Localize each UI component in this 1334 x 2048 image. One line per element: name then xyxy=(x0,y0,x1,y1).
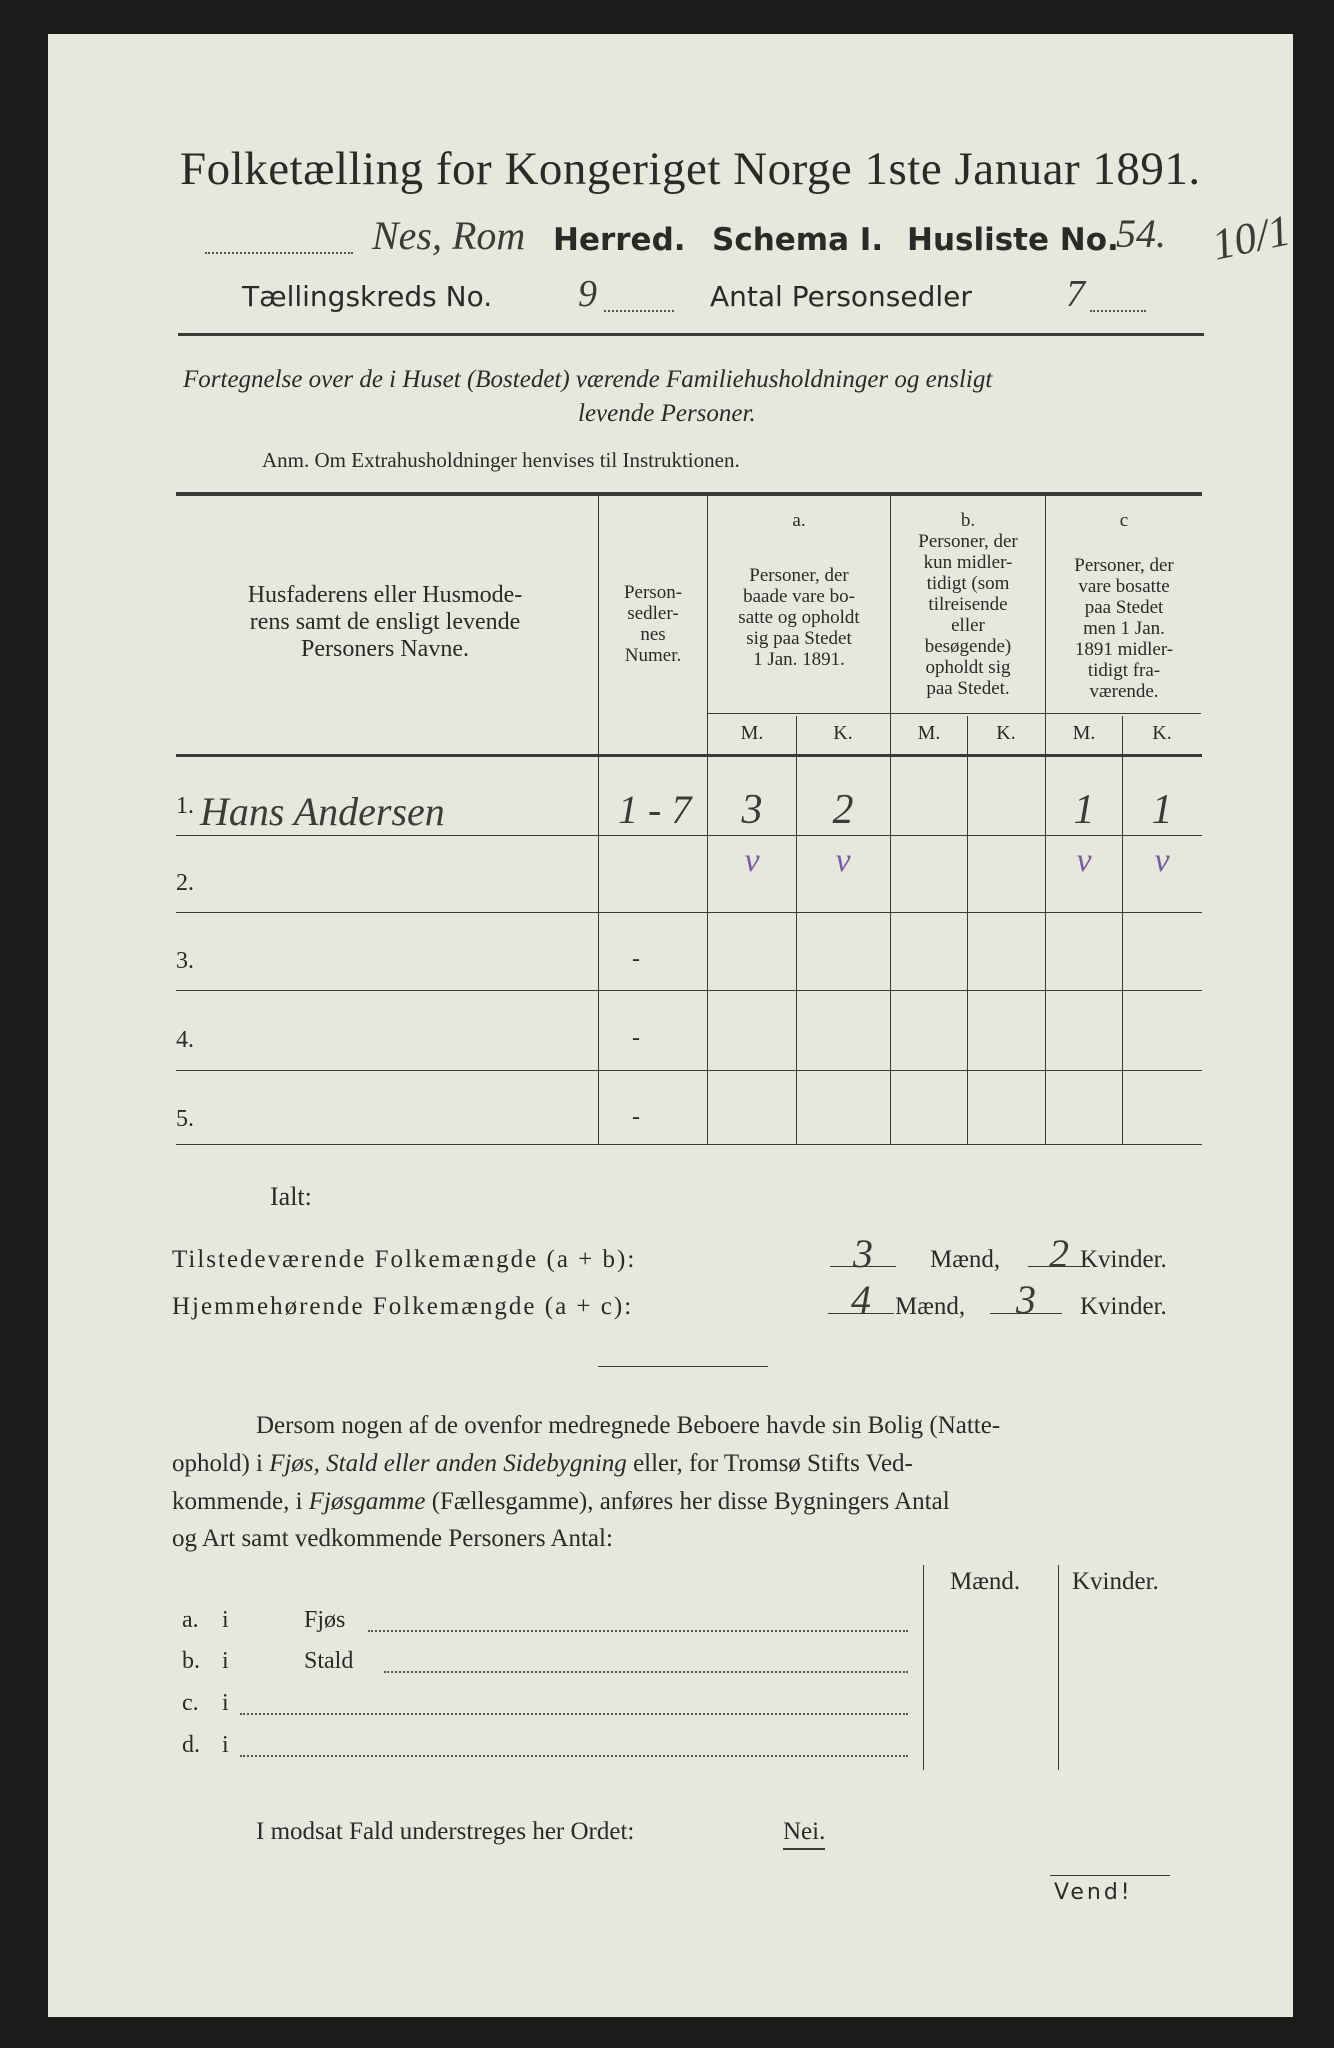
sedler-value: 7 xyxy=(1066,273,1085,315)
kreds-label: Tællingskreds No. xyxy=(242,280,493,313)
note-line-3-a: kommende, i xyxy=(172,1488,309,1515)
vend-rule xyxy=(1050,1875,1170,1876)
row-1-c-m: 1 xyxy=(1073,787,1095,833)
ialt-label: Ialt: xyxy=(270,1182,312,1211)
row-4-number: - xyxy=(632,1025,640,1051)
buildings-col-sep-2 xyxy=(1058,1565,1059,1770)
note-line-4: og Art samt vedkommende Personers Antal: xyxy=(172,1525,613,1552)
buildings-row-i: i xyxy=(222,1607,229,1633)
header-name-col: Husfaderens eller Husmode- rens samt de ensligt levende Personers Navne. xyxy=(247,582,523,662)
header-c-k: K. xyxy=(1152,722,1172,744)
buildings-row-dots xyxy=(384,1671,908,1673)
form-title: Folketælling for Kongeriget Norge 1ste Januar 1891. xyxy=(180,143,1201,195)
row-line-5 xyxy=(176,1144,1202,1145)
header-col-a: a. Personer, der baade vare bo- satte og opholdt sig paa Stedet 1 Jan. 1891. xyxy=(738,510,860,670)
section-divider xyxy=(598,1366,768,1367)
buildings-col-sep-1 xyxy=(923,1565,924,1770)
col-sep-name xyxy=(598,494,599,1144)
row-number: 3. xyxy=(176,948,194,974)
row-number: 2. xyxy=(176,870,194,896)
totals-line-2-men: 4 xyxy=(851,1277,871,1322)
header-a-m: M. xyxy=(740,722,764,744)
header-num-col: Person- sedler- nes Numer. xyxy=(623,582,683,666)
col-sep-b xyxy=(1045,494,1046,1144)
buildings-row-i: i xyxy=(222,1732,229,1758)
col-sep-bm xyxy=(967,716,968,1144)
col-sep-num xyxy=(707,494,708,1144)
header-b-k: K. xyxy=(996,722,1016,744)
intro-line-1: Fortegnelse over de i Huset (Bostedet) værende Familiehusholdninger og ensligt xyxy=(183,366,993,393)
header-b-m: M. xyxy=(917,722,941,744)
buildings-row-letter: d. xyxy=(182,1732,200,1758)
buildings-row-dots xyxy=(240,1755,908,1757)
buildings-maend-header: Mænd. xyxy=(950,1568,1021,1595)
row-3-number: - xyxy=(632,946,640,972)
row-5-number: - xyxy=(632,1104,640,1130)
note-line-3-c: (Fællesgamme), anføres her disse Bygningers Antal xyxy=(425,1488,950,1515)
check-mark-a-k: v xyxy=(835,842,851,879)
row-number: 1. xyxy=(176,793,194,819)
totals-line-2-label: Hjemmehørende Folkemængde (a + c): xyxy=(172,1293,634,1320)
buildings-row-i: i xyxy=(222,1690,229,1716)
totals-maend-label: Mænd, xyxy=(895,1293,966,1320)
buildings-row-i: i xyxy=(222,1648,229,1674)
row-number: 5. xyxy=(176,1106,194,1132)
kreds-value: 9 xyxy=(578,273,597,315)
husliste-value: 54. xyxy=(1116,211,1166,256)
row-1-number: 1 - 7 xyxy=(618,787,692,832)
col-sep-am xyxy=(796,716,797,1144)
note-line-2-c: eller, for Tromsø Stifts Ved- xyxy=(626,1450,913,1477)
header-col-b: b. Personer, der kun midler- tidigt (som tilreisende eller besøgende) opholdt sig paa Stedet. xyxy=(918,510,1018,699)
footer-text: I modsat Fald understreges her Ordet: xyxy=(256,1818,635,1845)
row-1-a-k: 2 xyxy=(832,787,854,833)
vend-label: Vend! xyxy=(1054,1880,1133,1905)
row-line-2 xyxy=(176,912,1202,913)
row-number: 4. xyxy=(176,1027,194,1053)
census-form-page xyxy=(48,34,1293,2017)
sedler-dots xyxy=(1090,310,1146,312)
row-1-a-m: 3 xyxy=(741,787,763,833)
buildings-row-letter: b. xyxy=(182,1648,200,1674)
totals-line-1-women: 2 xyxy=(1049,1231,1069,1276)
buildings-row-label: Stald xyxy=(304,1648,354,1674)
note-line-3-b: Fjøsgamme xyxy=(308,1488,426,1515)
header-rule xyxy=(178,333,1204,336)
herred-value: Nes, Rom xyxy=(372,213,526,258)
totals-maend-label: Mænd, xyxy=(930,1246,1001,1273)
sedler-label: Antal Personsedler xyxy=(710,280,972,313)
totals-kvinder-label: Kvinder. xyxy=(1080,1246,1167,1273)
footer-word-nei: Nei. xyxy=(783,1818,825,1850)
note-line-2 xyxy=(172,1450,913,1478)
buildings-row-letter: a. xyxy=(182,1607,199,1633)
row-line-4 xyxy=(176,1070,1202,1071)
note-line-3 xyxy=(172,1488,950,1516)
header-a-k: K. xyxy=(833,722,853,744)
buildings-kvinder-header: Kvinder. xyxy=(1072,1568,1159,1595)
row-1-name: Hans Andersen xyxy=(200,789,445,834)
mk-subrule xyxy=(707,713,1201,714)
totals-kvinder-label: Kvinder. xyxy=(1080,1293,1167,1320)
header-c-m: M. xyxy=(1072,722,1096,744)
check-mark-c-k: v xyxy=(1154,842,1170,879)
row-1-c-k: 1 xyxy=(1151,787,1173,833)
margin-note: 10/1 xyxy=(1207,205,1295,270)
buildings-row-dots xyxy=(240,1713,908,1715)
buildings-row-dots xyxy=(368,1630,908,1632)
totals-line-1-men: 3 xyxy=(853,1231,873,1276)
buildings-row-letter: c. xyxy=(182,1690,199,1716)
buildings-row-label: Fjøs xyxy=(304,1607,346,1633)
intro-line-2: levende Personer. xyxy=(578,400,756,427)
note-line-1: Dersom nogen af de ovenfor medregnede Beboere havde sin Bolig (Natte- xyxy=(256,1412,1001,1439)
anm-note: Anm. Om Extrahusholdninger henvises til Instruktionen. xyxy=(262,448,740,472)
header-col-c: c Personer, der vare bosatte paa Stedet men 1 Jan. 1891 midler- tidigt fra- værende. xyxy=(1074,510,1174,702)
note-line-2-a: ophold) i xyxy=(172,1450,270,1477)
totals-line-2-women: 3 xyxy=(1016,1277,1036,1322)
kreds-dots xyxy=(604,310,674,312)
husliste-label: Husliste No. xyxy=(907,222,1119,258)
check-mark-a-m: v xyxy=(744,842,760,879)
note-line-2-b: Fjøs, Stald eller anden Sidebygning xyxy=(269,1450,627,1477)
col-sep-a xyxy=(890,494,891,1144)
check-mark-c-m: v xyxy=(1076,842,1092,879)
schema-label: Schema I. xyxy=(712,222,884,258)
herred-dots xyxy=(205,252,353,254)
table-header-rule xyxy=(176,754,1202,757)
totals-line-1-label: Tilstedeværende Folkemængde (a + b): xyxy=(172,1246,637,1273)
col-sep-cm xyxy=(1122,716,1123,1144)
row-line-3 xyxy=(176,990,1202,991)
herred-label: Herred. xyxy=(553,222,686,258)
table-top-rule xyxy=(176,492,1202,496)
row-line-1 xyxy=(176,835,1202,836)
